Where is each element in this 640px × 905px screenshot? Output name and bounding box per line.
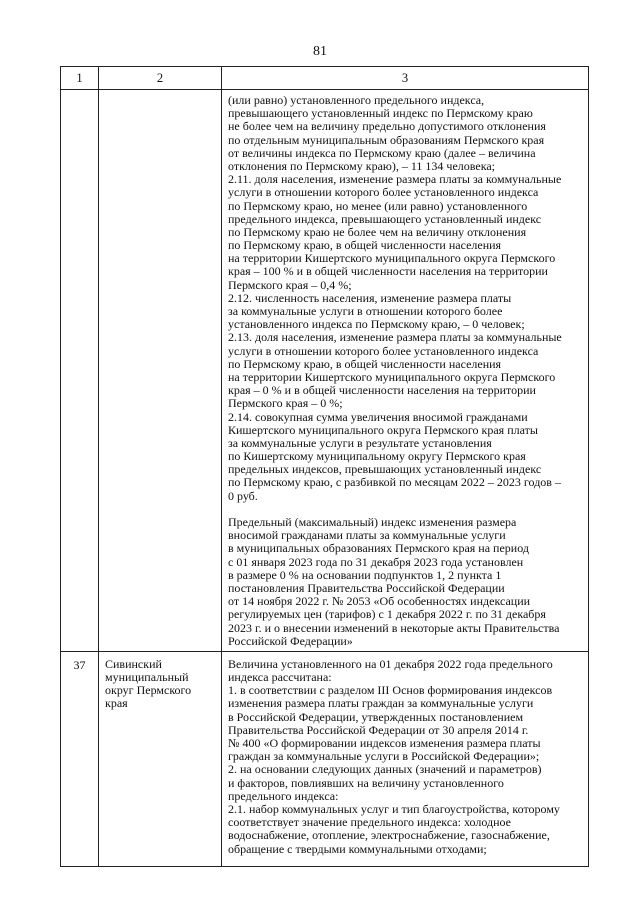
text-line: индекса рассчитана: (228, 671, 332, 685)
text-line: водоснабжение, отопление, электроснабжение, газоснабжение, (228, 829, 550, 843)
text-line: услуги в отношении которого более установленного индекса (228, 344, 539, 358)
text-line: с 01 января 2023 года по 31 декабря 2023 года установлен (228, 555, 524, 569)
table-row-continued (61, 90, 589, 652)
text-line: обращение с твердыми коммунальными отходами; (228, 842, 487, 856)
text-line: Правительства Российской Федерации от 30 апреля 2014 г. (228, 723, 529, 737)
text-line: в размере 0 % на основании подпунктов 1, 2 пункта 1 (228, 568, 502, 582)
text-line: на территории Кишертского муниципального округа Пермского (228, 370, 556, 384)
text-line: отклонения по Пермскому краю), – 11 134 человека; (228, 159, 496, 173)
text-line: 2.13. доля населения, изменение размера платы за коммунальные (228, 331, 562, 345)
text-line: изменения размера платы граждан за коммунальные услуги (228, 697, 534, 711)
text-line: и факторов, повлиявших на величину установленного (228, 776, 504, 790)
text-line: превышающего установленный индекс по Пермскому краю (228, 107, 533, 121)
row-name-cell (99, 90, 222, 652)
text-line: края – 0 % и в общей численности населения на территории (228, 384, 536, 398)
text-line: 2.14. совокупная сумма увеличения вносимой гражданами (228, 410, 528, 424)
row-description-cell (222, 651, 589, 866)
text-line: 2.11. доля населения, изменение размера платы за коммунальные (228, 173, 562, 187)
text-line: по Пермскому краю не более чем на величину отклонения (228, 225, 527, 239)
table-row-37 (61, 651, 589, 866)
text-line: Предельный (максимальный) индекс изменения размера (228, 516, 517, 529)
row-number-cell (61, 90, 99, 652)
text-line: вносимой гражданами платы за коммунальные услуги (228, 529, 506, 543)
description-text (228, 94, 584, 648)
text-line: по Пермскому краю, с разбивкой по месяцам 2022 – 2023 годов – (228, 476, 561, 490)
text-line: по Пермскому краю, но менее (или равно) установленного (228, 199, 528, 213)
text-line: 1. в соответствии с разделом III Основ формирования индексов (228, 684, 553, 698)
text-line: 2.12. численность населения, изменение размера платы (228, 291, 512, 305)
text-line: предельного индекса, превышающего установленный индекс (228, 212, 542, 226)
text-line: 0 руб. (228, 489, 258, 503)
text-line: Пермского края – 0 %; (228, 397, 343, 411)
municipality-name (105, 658, 218, 711)
text-line: в муниципальных образованиях Пермского края на период (228, 542, 529, 556)
text-line: от величины индекса по Пермскому краю (далее – величина (228, 146, 536, 160)
name-line: округ Пермского (105, 684, 192, 698)
description-text (228, 658, 584, 856)
municipality-name-cell (99, 651, 222, 866)
text-line: по Кишертскому муниципальному округу Пермского края (228, 450, 526, 464)
text-line: граждан за коммунальные услуги в Российской Федерации»; (228, 750, 540, 764)
row-number-cell: 37 (61, 651, 99, 866)
name-line: края (105, 697, 128, 711)
name-line: Сивинский (105, 657, 162, 671)
header-col-3: 3 (222, 67, 589, 90)
name-line: муниципальный (105, 671, 189, 685)
text-line: (или равно) установленного предельного индекса, (228, 94, 485, 107)
text-line: 2. на основании следующих данных (значений и параметров) (228, 763, 542, 777)
text-line: по Пермскому краю, в общей численности населения (228, 357, 502, 371)
header-col-1: 1 (61, 67, 99, 90)
text-line: регулируемых цен (тарифов) с 1 декабря 2022 г. по 31 декабря (228, 608, 546, 622)
text-line: постановления Правительства Российской Федерации (228, 581, 505, 595)
text-line: не более чем на величину предельно допустимого отклонения (228, 120, 546, 134)
text-line (228, 503, 584, 516)
text-line: Величина установленного на 01 декабря 2022 года предельного (228, 657, 553, 671)
text-line: предельного индекса: (228, 789, 339, 803)
text-line: Российской Федерации» (228, 634, 353, 648)
text-line: по отдельным муниципальным образованиям Пермского края (228, 133, 545, 147)
data-table (60, 66, 589, 867)
text-line: соответствует значение предельного индекса: холодное (228, 816, 511, 830)
text-line: на территории Кишертского муниципального округа Пермского (228, 252, 556, 266)
text-line: № 400 «О формировании индексов изменения размера платы (228, 737, 541, 750)
row-description-cell (222, 90, 589, 652)
text-line: установленного индекса по Пермскому краю, – 0 человек; (228, 318, 525, 332)
text-line: 2.1. набор коммунальных услуг и тип благоустройства, которому (228, 802, 560, 816)
text-line: 2023 г. и о внесении изменений в некоторые акты Правительства (228, 621, 560, 635)
text-line: края – 100 % и в общей численности населения на территории (228, 265, 548, 279)
text-line: от 14 ноября 2022 г. № 2053 «Об особенностях индексации (228, 595, 531, 609)
text-line: Кишертского муниципального округа Пермского края платы (228, 423, 538, 437)
text-line: за коммунальные услуги в результате установления (228, 436, 492, 450)
text-line: за коммунальные услуги в отношении которого более (228, 305, 503, 318)
text-line: предельных индексов, превышающих установленный индекс (228, 463, 542, 477)
text-line: услуги в отношении которого более установленного индекса (228, 186, 539, 200)
text-line: Пермского края – 0,4 %; (228, 278, 352, 292)
page-number: 81 (313, 44, 327, 59)
text-line: в Российской Федерации, утвержденных постановлением (228, 710, 524, 724)
header-col-2: 2 (99, 67, 222, 90)
text-line: по Пермскому краю, в общей численности населения (228, 239, 502, 253)
table-header-row (61, 67, 589, 90)
